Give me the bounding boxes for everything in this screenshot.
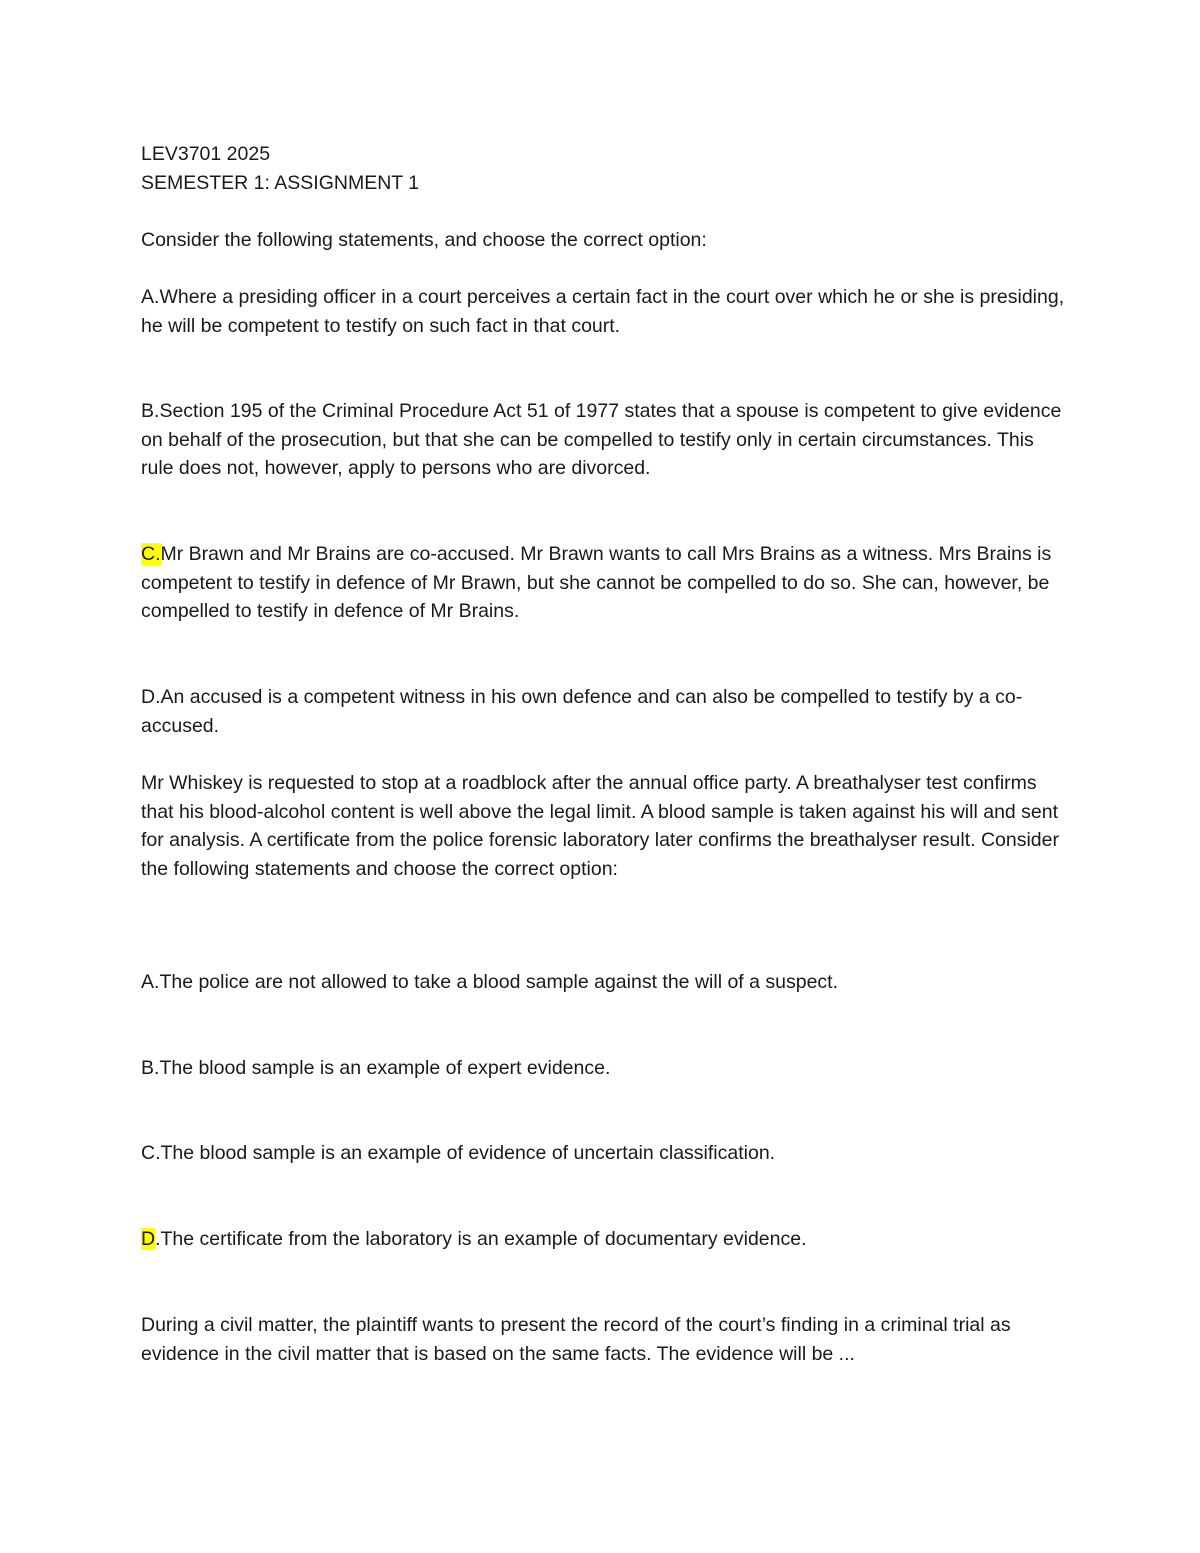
- question-1-option-c: [141, 540, 1071, 626]
- question-2-option-a: [141, 968, 1071, 997]
- question-2-prompt: Mr Whiskey is requested to stop at a roadblock after the annual office party. A breathalyser test confirms that his blood-alcohol content is well above the legal limit. A blood sample is taken against his will and sent for analysis. A certificate from the police forensic laboratory later confirms the breathalyser result. Consider the following statements and choose the correct option:: [141, 772, 1059, 880]
- option-text: Where a presiding officer in a court perceives a certain fact in the court over which he or she is presiding, he will be competent to testify on such fact in that court.: [141, 286, 1065, 337]
- question-3-prompt: During a civil matter, the plaintiff wants to present the record of the court’s finding in a criminal trial as evidence in the civil matter that is based on the same facts. The evidence will be ...: [141, 1314, 1011, 1365]
- course-code-line: LEV3701 2025: [141, 143, 271, 165]
- question-1-prompt: Consider the following statements, and choose the correct option:: [141, 229, 707, 251]
- question-1-option-b: [141, 397, 1071, 483]
- option-letter: B.: [141, 1057, 160, 1079]
- option-text: Section 195 of the Criminal Procedure Act 51 of 1977 states that a spouse is competent to give evidence on behalf of the prosecution, but that she can be compelled to testify only in certain circumstances. This rule does not, however, apply to persons who are divorced.: [141, 400, 1062, 480]
- option-text: The blood sample is an example of evidence of uncertain classification.: [160, 1142, 776, 1164]
- highlighted-option-letter: D: [141, 1228, 156, 1250]
- option-letter: A.: [141, 971, 160, 993]
- option-text: Mr Brawn and Mr Brains are co-accused. Mr Brawn wants to call Mrs Brains as a witness. Mrs Brains is competent to testify in defence of Mr Brawn, but she cannot be compelled to do so. She can, however, be compelled to testify in defence of Mr Brains.: [141, 543, 1052, 623]
- question-2-option-b: [141, 1054, 1071, 1083]
- option-letter: C.: [141, 1142, 161, 1164]
- option-text: .The certificate from the laboratory is an example of documentary evidence.: [155, 1228, 807, 1250]
- option-text: The blood sample is an example of expert evidence.: [159, 1057, 611, 1079]
- assignment-title: SEMESTER 1: ASSIGNMENT 1: [141, 172, 420, 194]
- option-letter: B.: [141, 400, 160, 422]
- highlighted-option-letter: C.: [141, 543, 161, 565]
- question-2-option-c: [141, 1139, 1071, 1168]
- option-letter: D.: [141, 686, 161, 708]
- question-1-option-d: [141, 683, 1071, 740]
- option-text: An accused is a competent witness in his own defence and can also be compelled to testify by a co-accused.: [141, 686, 1023, 737]
- option-text: The police are not allowed to take a blood sample against the will of a suspect.: [159, 971, 839, 993]
- option-letter: A.: [141, 286, 160, 308]
- question-2-option-d: [141, 1225, 1071, 1254]
- question-1-option-a: [141, 283, 1071, 340]
